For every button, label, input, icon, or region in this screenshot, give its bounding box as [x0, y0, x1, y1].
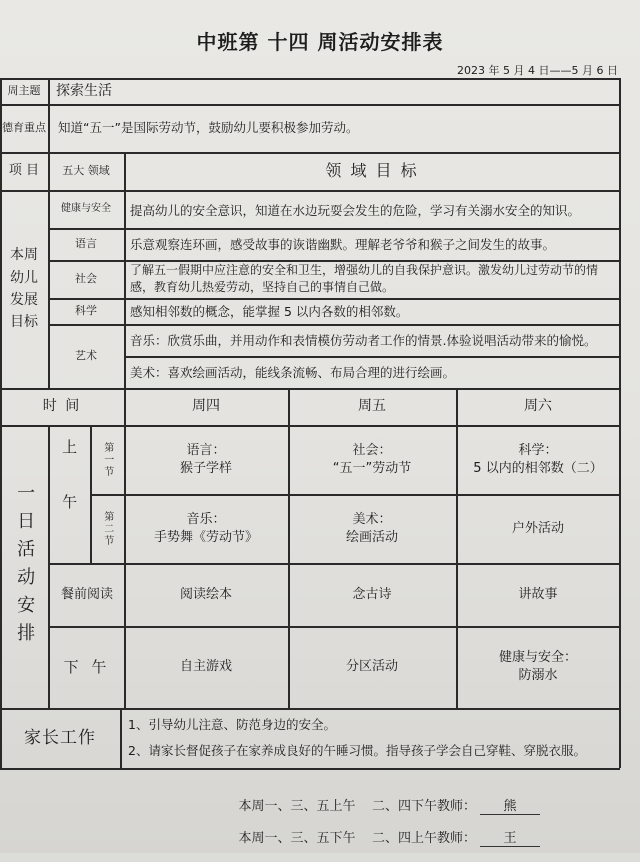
afternoon-saturday: [456, 626, 620, 708]
theme-label: 周主题: [7, 83, 41, 97]
p1-friday-subject: 社会：: [352, 442, 392, 458]
afternoon-thursday: [124, 626, 288, 708]
p2-thursday: [124, 494, 288, 563]
moral-value: 知道“五一”是国际劳动节，鼓励幼儿要积极参加劳动。: [58, 119, 359, 135]
moral-label: 德育重点: [2, 120, 46, 134]
teacher-line-2: [222, 812, 540, 862]
day-saturday: 周六: [524, 398, 552, 415]
period1-label: 第一节: [101, 441, 113, 478]
item-header: 项 目: [8, 163, 40, 179]
goal-art-drawing: 美术：喜欢绘画活动，能线条流畅、布局合理的进行绘画。: [130, 365, 456, 380]
afternoon-label: 下 午: [63, 657, 111, 676]
afternoon-friday: [288, 626, 456, 708]
afternoon-friday-activity: 分区活动: [345, 659, 398, 675]
parents-item-2: 2、请家长督促孩子在家养成良好的午睡习惯。指导孩子学会自己穿鞋、穿脱衣服。: [128, 743, 586, 758]
rule: [48, 324, 620, 326]
rule: [120, 708, 122, 768]
domain-art: 艺术: [75, 348, 97, 362]
afternoon-saturday-subject: 健康与安全：: [498, 650, 577, 666]
daily-schedule-label-wrap: [2, 425, 46, 708]
period1-wrap: [92, 425, 122, 494]
teacher-name-1: 熊: [480, 795, 540, 815]
p1-saturday-activity: 5 以内的相邻数（二）: [473, 460, 603, 476]
goal-social: 了解五一假期中应注意的安全和卫生，增强幼儿的自我保护意识。激发幼儿过劳动节的情感，教育幼儿热爱劳动，坚持自己的事情自己做。: [130, 263, 599, 294]
p2-thursday-subject: 音乐：: [186, 511, 226, 527]
afternoon-thursday-activity: 自主游戏: [179, 659, 232, 675]
domain-science: 科学: [75, 303, 97, 317]
p1-thursday-activity: 猴子学样: [179, 460, 232, 476]
period2-label: 第二节: [101, 510, 113, 547]
reading-label: 餐前阅读: [60, 586, 113, 602]
goals-header: 领 域 目 标: [325, 161, 419, 181]
theme-value: 探索生活: [56, 82, 112, 99]
goal-language: 乐意观察连环画，感受故事的诙谐幽默。理解老爷爷和猴子之间发生的故事。: [130, 237, 556, 252]
parents-label: 家长工作: [24, 727, 96, 748]
p1-friday-activity: “五一”劳动节: [332, 460, 412, 476]
domain-social: 社会: [75, 271, 97, 285]
reading-saturday: 讲故事: [518, 586, 558, 602]
p1-friday: [288, 425, 456, 494]
rule: [48, 228, 620, 230]
p1-thursday-subject: 语言：: [186, 442, 226, 458]
afternoon-saturday-activity: 防溺水: [518, 668, 558, 683]
teacher-line-1-text: 本周一、三、五上午 二、四下午教师：: [238, 799, 477, 814]
p2-friday-subject: 美术：: [352, 511, 392, 527]
day-thursday: 周四: [192, 398, 220, 415]
rule: [48, 298, 620, 300]
five-domains-header: 五大 领域: [62, 163, 110, 177]
domain-health: 健康与安全: [61, 203, 111, 215]
p1-thursday: [124, 425, 288, 494]
p2-saturday: [456, 494, 620, 563]
morning-label-wrap: [50, 425, 88, 563]
time-header: 时 间: [42, 398, 82, 415]
period2-wrap: [92, 494, 122, 563]
p2-saturday-activity: 户外活动: [511, 520, 564, 536]
teacher-name-2: 王: [480, 827, 540, 847]
p2-friday: [288, 494, 456, 563]
p1-saturday: [456, 425, 620, 494]
p1-saturday-subject: 科学：: [518, 442, 558, 458]
goal-health: 提高幼儿的安全意识，知道在水边玩耍会发生的危险，学习有关溺水安全的知识。: [130, 203, 581, 218]
daily-schedule-label: 一日活动安排: [14, 482, 36, 651]
day-friday: 周五: [358, 398, 386, 415]
goal-art-music: 音乐：欣赏乐曲，并用动作和表情模仿劳动者工作的情景.体验说唱活动带来的愉悦。: [130, 333, 597, 348]
p2-thursday-activity: 手势舞《劳动节》: [153, 529, 258, 545]
teacher-line-2-text: 本周一、三、五下午 二、四上午教师：: [238, 831, 477, 846]
development-label: 本周幼儿发展目标: [10, 247, 38, 331]
rule: [0, 768, 620, 770]
date-range: 2023 年 5 月 4 日——5 月 6 日: [457, 64, 618, 77]
rule: [48, 78, 50, 388]
goal-science: 感知相邻数的概念，能掌握 5 以内各数的相邻数。: [130, 304, 409, 319]
p2-friday-activity: 绘画活动: [345, 529, 398, 545]
reading-friday: 念古诗: [352, 586, 392, 602]
page-title: 中班第 十四 周活动安排表: [196, 30, 444, 54]
rule: [124, 356, 620, 358]
reading-thursday: 阅读绘本: [179, 586, 232, 602]
parents-item-1: 1、引导幼儿注意、防范身边的安全。: [128, 717, 336, 732]
morning-label: 上午: [60, 439, 79, 549]
domain-language: 语言: [75, 236, 97, 250]
